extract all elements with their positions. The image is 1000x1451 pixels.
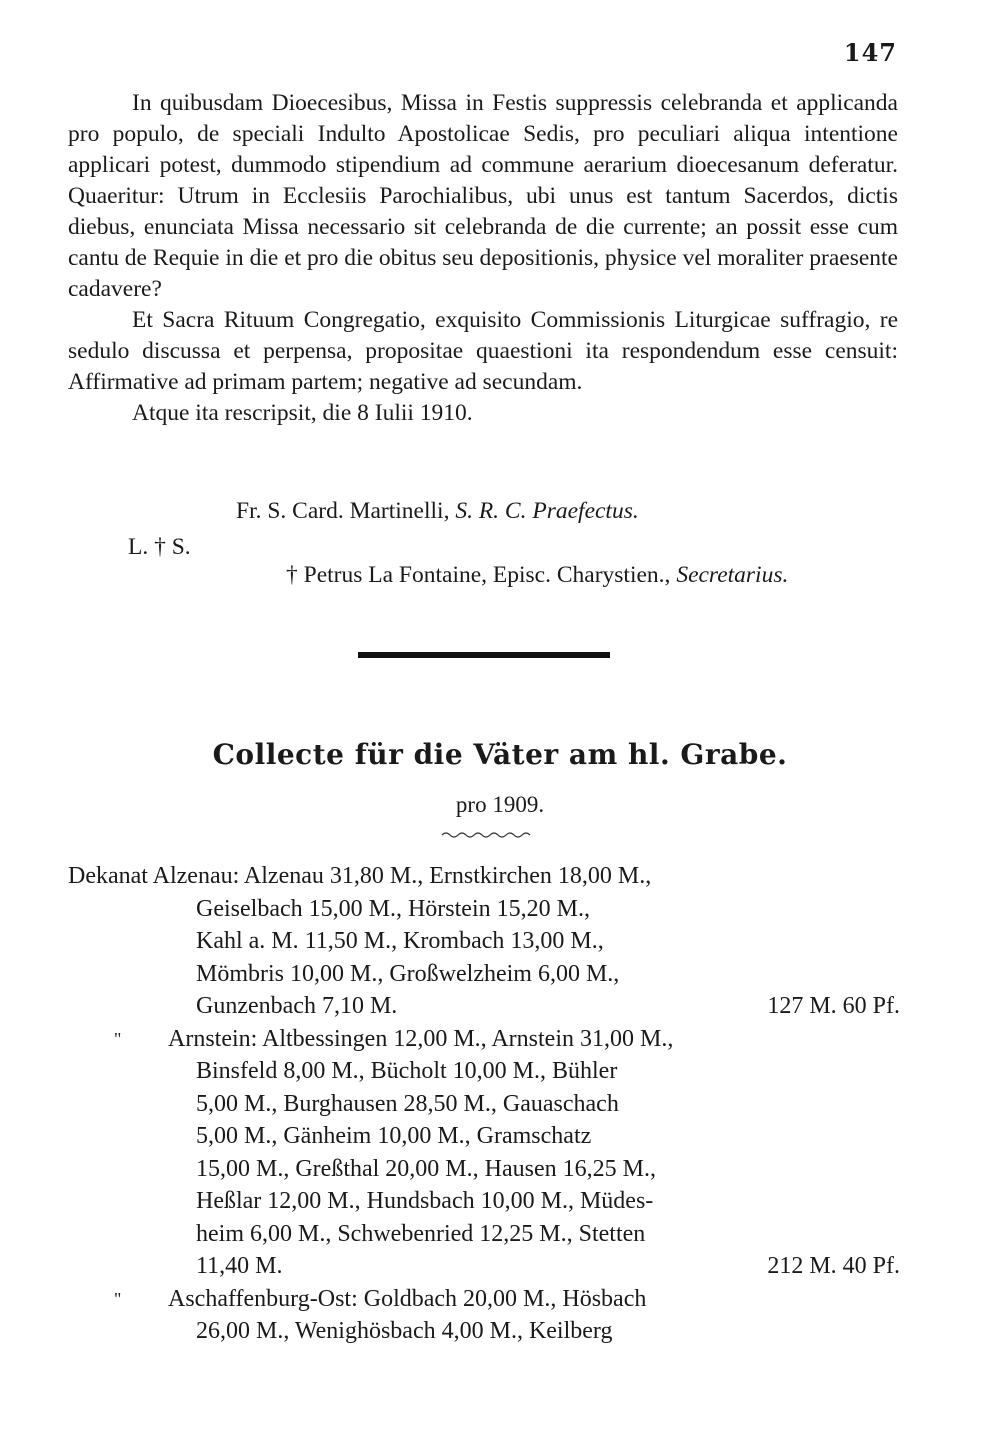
prefect-title: S. R. C. Praefectus. (455, 498, 639, 524)
entry-last-line (68, 1250, 900, 1283)
entry-head: Arnstein: Altbessingen 12,00 M., Arnstein 31,00 M., (168, 1025, 674, 1052)
entry-total: 127 M. 60 Pf. (767, 993, 900, 1019)
latin-text-block (68, 88, 898, 429)
secretary-name: † Petrus La Fontaine, Episc. Charystien., (286, 562, 671, 588)
entry-line: Binsfeld 8,00 M., Bücholt 10,00 M., Bühler (196, 1058, 618, 1084)
entry-total: 212 M. 40 Pf. (767, 1253, 900, 1279)
collecte-subtitle: pro 1909. (455, 792, 545, 817)
list-item (68, 1023, 900, 1283)
secretary-signature (286, 562, 788, 589)
entry-last-line (68, 990, 900, 1023)
list-item (68, 1283, 900, 1348)
entry-head: Aschaffenburg-Ost: Goldbach 20,00 M., Hösbach (168, 1285, 647, 1312)
entry-last-text: Gunzenbach 7,10 M. (196, 993, 398, 1019)
latin-paragraph-3: Atque ita rescripsit, die 8 Iulii 1910. (132, 400, 473, 426)
page-number: 147 (843, 38, 897, 67)
ornament-squiggle (440, 830, 534, 840)
entry-line: Heßlar 12,00 M., Hundsbach 10,00 M., Müdes- (196, 1188, 654, 1214)
entry-line: 5,00 M., Gänheim 10,00 M., Gramschatz (196, 1123, 592, 1149)
entry-last-text: 11,40 M. (196, 1253, 283, 1279)
latin-paragraph-2: Et Sacra Rituum Congregatio, exquisito Commissionis Liturgicae suffragio, re sedulo discussa et perpensa, propositae quaestioni ita respondendum esse censuit: Affirmative ad primam partem; negative ad secundam. (68, 307, 898, 395)
prefect-name: Fr. S. Card. Martinelli, (236, 498, 450, 524)
collecte-title: Collecte für die Väter am hl. Grabe. (212, 738, 788, 771)
list-item (68, 860, 900, 1023)
entry-line: Geiselbach 15,00 M., Hörstein 15,20 M., (196, 895, 590, 922)
entry-line: heim 6,00 M., Schwebenried 12,25 M., Stetten (196, 1220, 646, 1247)
entry-line: Kahl a. M. 11,50 M., Krombach 13,00 M., (196, 928, 604, 954)
entry-line: 15,00 M., Greßthal 20,00 M., Hausen 16,25 M., (196, 1155, 656, 1182)
entry-head: Dekanat Alzenau: Alzenau 31,80 M., Ernstkirchen 18,00 M., (68, 863, 652, 889)
collecte-list (68, 860, 900, 1348)
entry-line: 5,00 M., Burghausen 28,50 M., Gauaschach (196, 1090, 619, 1117)
entry-line: Mömbris 10,00 M., Großwelzheim 6,00 M., (196, 960, 620, 987)
ditto-mark: " (114, 1288, 122, 1309)
entry-line: 26,00 M., Wenighösbach 4,00 M., Keilberg (196, 1318, 613, 1344)
secretary-title: Secretarius. (676, 562, 789, 588)
latin-paragraph-1: In quibusdam Dioecesibus, Missa in Festis suppressis celebranda et applicanda pro populo, de speciali Indulto Apostolicae Sedis, pro peculiari aliqua intentione applicari potest, dummodo stipendium ad commune aerarium dioecesanum deferatur. Quaeritur: Utrum in Ecclesiis Parochialibus, ubi unus est tantum Sacerdos, dictis diebus, enunciata Missa necessario sit celebranda de die currente; an possit esse cum cantu de Requie in die et pro die obitus seu depositionis, physice vel moraliter praesente cadavere? (68, 90, 898, 302)
prefect-signature (236, 498, 639, 525)
seal-mark: L. † S. (128, 534, 191, 560)
section-divider (358, 652, 610, 658)
ditto-mark: " (114, 1028, 122, 1049)
